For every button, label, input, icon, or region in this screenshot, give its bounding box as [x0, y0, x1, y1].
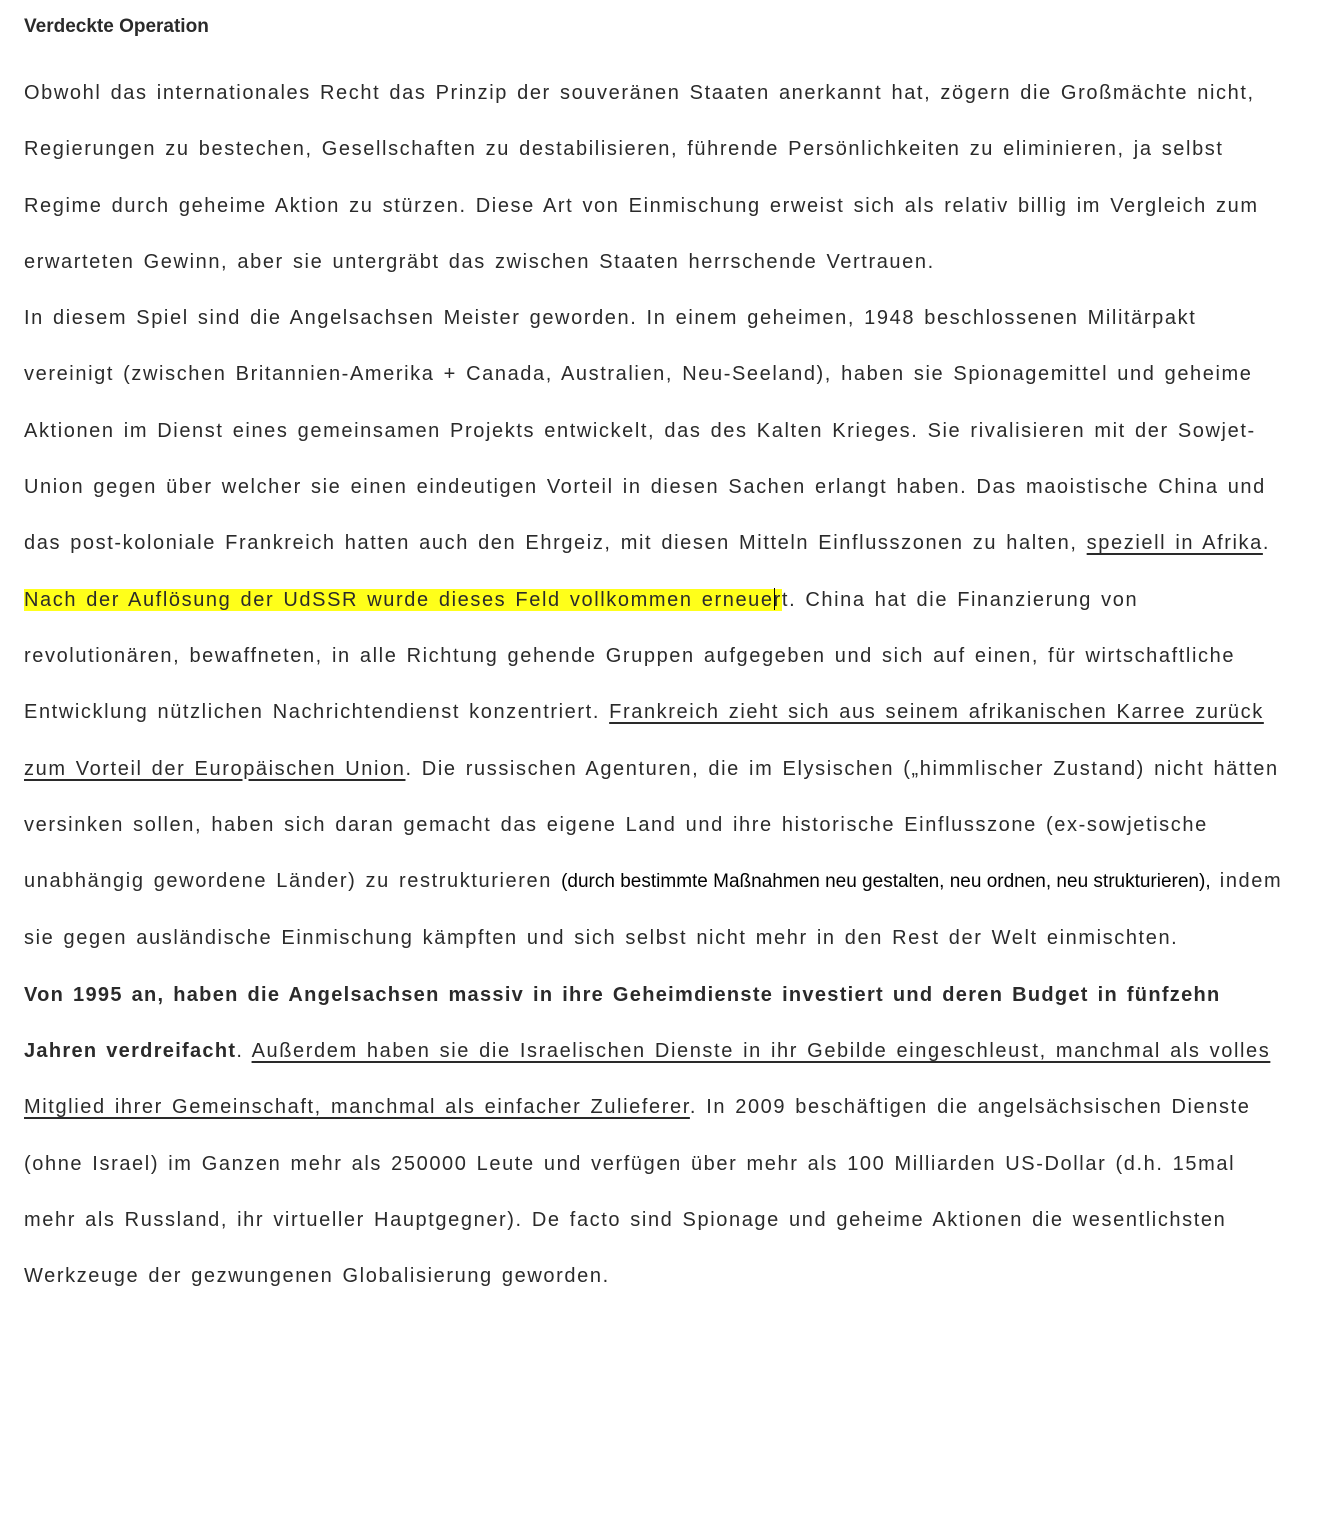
- paragraph-3-text-3: indem sie gegen ausländische Einmischung kämpften und sich selbst nicht mehr in den Rest der Welt einmischten.: [24, 870, 1283, 950]
- underlined-phrase-israel: Außerdem haben sie die Israelischen Dienste in ihr Gebilde eingeschleust, manchmal als volles Mitglied ihrer Gemeinschaft, manchmal als einfacher Zulieferer: [24, 1040, 1271, 1119]
- paragraph-3-text-2: . Die russischen Agenturen, die im Elysischen („himmlischer Zustand) nicht hätten versinken sollen, haben sich daran gemacht das eigene Land und ihre historische Einflusszone (ex-sowjetische unabhängig gewordene Länder) zu restrukturieren: [24, 757, 1279, 893]
- paragraph-4-text-2: . In 2009 beschäftigen die angelsächsischen Dienste (ohne Israel) im Ganzen mehr als 250000 Leute und verfügen über mehr als 100 Milliarden US-Dollar (d.h. 15mal mehr als Russland, ihr virtueller Hauptgegner). De facto sind Spionage und geheime Aktionen die wesentlichsten Werkzeuge der gezwungenen Globalisierung geworden.: [24, 1096, 1251, 1288]
- paragraph-3-letter: t: [781, 588, 790, 611]
- paragraph-4: [24, 967, 1286, 1305]
- highlighted-sentence-text: Nach der Auflösung der UdSSR wurde dieses Feld vollkommen erneue: [24, 588, 774, 611]
- paragraph-2: [24, 290, 1286, 571]
- paragraph-1-text: Obwohl das internationales Recht das Prinzip der souveränen Staaten anerkannt hat, zögern die Großmächte nicht, Regierungen zu bestechen, Gesellschaften zu destabilisieren, führende Persönlichkeiten zu eliminieren, ja selbst Regime durch geheime Aktion zu stürzen. Diese Art von Einmischung erweist sich als relativ billig im Vergleich zum erwarteten Gewinn, aber sie untergräbt das zwischen Staaten herrschende Vertrauen.: [24, 82, 1259, 273]
- paragraph-3-text-1: . China hat die Finanzierung von revolutionären, bewaffneten, in alle Richtung gehende Gruppen aufgegeben und sich auf einen, für wirtschaftliche Entwicklung nützlichen Nachrichtendienst konzentriert.: [24, 588, 1236, 724]
- paragraph-1: [24, 65, 1286, 290]
- highlighted-sentence: [24, 589, 782, 611]
- underlined-phrase-france: Frankreich zieht sich aus seinem afrikanischen Karree zurück zum Vorteil der Europäischen Union: [24, 701, 1264, 780]
- paragraph-2-text: In diesem Spiel sind die Angelsachsen Meister geworden. In einem geheimen, 1948 beschlossenen Militärpakt vereinigt (zwischen Britannien-Amerika + Canada, Australien, Neu-Seeland), haben sie Spionagemittel und geheime Aktionen im Dienst eines gemeinsamen Projekts entwickelt, das des Kalten Krieges. Sie rivalisieren mit der Sowjet-Union gegen über welcher sie einen eindeutigen Vorteil in diesen Sachen erlangt haben. Das maoistische China und das post-koloniale Frankreich hatten auch den Ehrgeiz, mit diesen Mitteln Einflusszonen zu halten,: [24, 307, 1266, 555]
- inserted-explanation: (durch bestimmte Maßnahmen neu gestalten, neu ordnen, neu strukturieren),: [561, 871, 1211, 893]
- underlined-phrase-africa: speziell in Afrika: [1086, 532, 1263, 555]
- paragraph-4-text-1: .: [236, 1040, 252, 1063]
- document-title: Verdeckte Operation: [24, 16, 209, 37]
- document-body[interactable]: [24, 65, 1286, 1305]
- paragraph-3: [24, 572, 1286, 967]
- highlighted-sentence-text-end: r: [773, 588, 782, 611]
- paragraph-2-end: .: [1262, 532, 1271, 555]
- bold-statement: Von 1995 an, haben die Angelsachsen massiv in ihre Geheimdienste investiert und deren Budget in fünfzehn Jahren verdreifacht: [24, 983, 1221, 1063]
